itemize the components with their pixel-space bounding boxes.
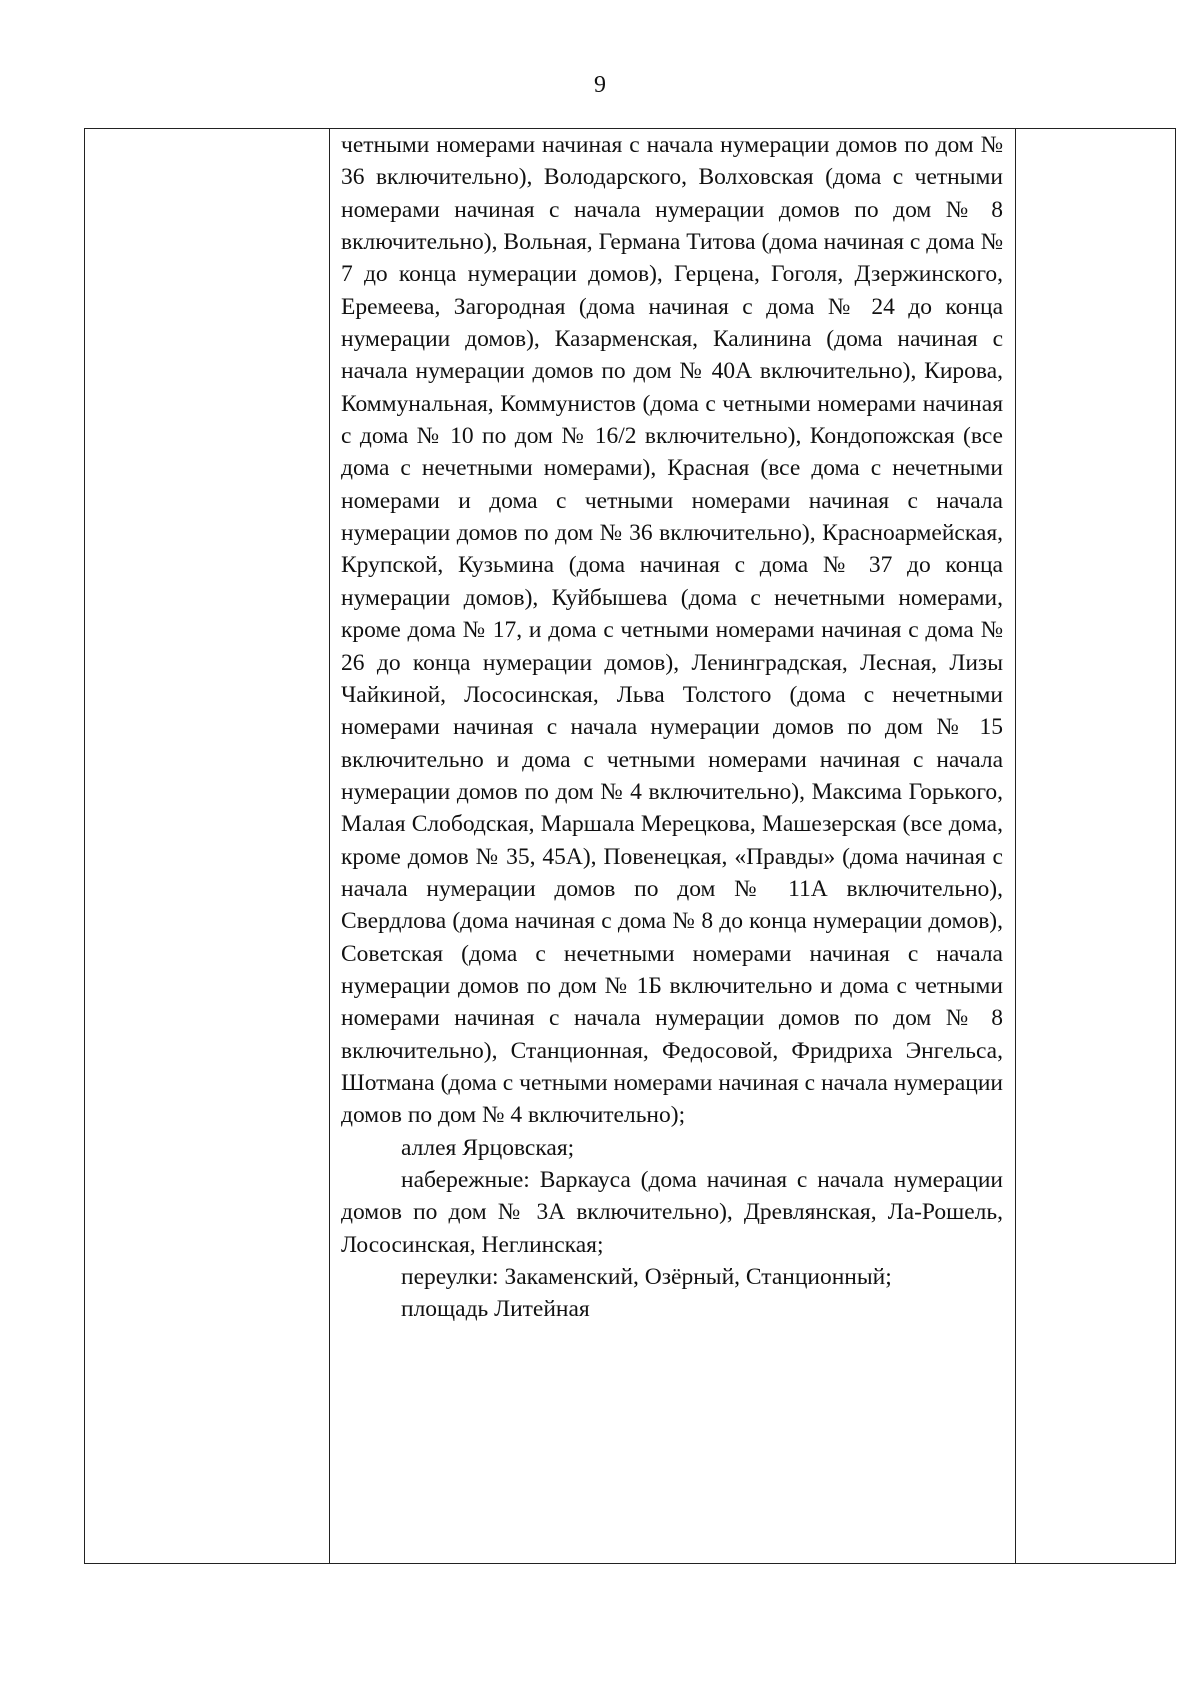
- alleys-paragraph: аллея Ярцовская;: [401, 1134, 575, 1161]
- embankments-paragraph: набережные: Варкауса (дома начиная с начала нумерации домов по дом № 3А включительно), Древлянская, Ла-Рошель, Лососинская, Неглинская;: [341, 1167, 1003, 1258]
- page-number: 9: [594, 72, 606, 98]
- table-cell-street-list: [341, 129, 1003, 1326]
- lanes-paragraph: переулки: Закаменский, Озёрный, Станционный;: [401, 1264, 892, 1291]
- table-column-divider-right: [1015, 129, 1016, 1563]
- streets-paragraph: четными номерами начиная с начала нумерации домов по дом № 36 включительно), Володарского, Волховская (дома с четными номерами начиная с начала нумерации домов по дом № 8 включительно), Вольная, Германа Титова (дома начиная с дома № 7 до конца нумерации домов), Герцена, Гоголя, Дзержинского, Еремеева, Загородная (дома начиная с дома № 24 до конца нумерации домов), Казарменская, Калинина (дома начиная с начала нумерации домов по дом № 40А включительно), Кирова, Коммунальная, Коммунистов (дома с четными номерами начиная с дома № 10 по дом № 16/2 включительно), Кондопожская (все дома с нечетными номерами), Красная (все дома с нечетными номерами и дома с четными номерами начиная с начала нумерации домов по дом № 36 включительно), Красноармейская, Крупской, Кузьмина (дома начиная с дома № 37 до конца нумерации домов), Куйбышева (дома с нечетными номерами, кроме дома № 17, и дома с четными номерами начиная с дома № 26 до конца нумерации домов), Ленинградская, Лесная, Лизы Чайкиной, Лососинская, Льва Толстого (дома с нечетными номерами начиная с начала нумерации домов по дом № 15 включительно и дома с четными номерами начиная с начала нумерации домов по дом № 4 включительно), Максима Горького, Малая Слободская, Маршала Мерецкова, Машезерская (все дома, кроме домов № 35, 45А), Повенецкая, «Правды» (дома начиная с начала нумерации домов по дом № 11А включительно), Свердлова (дома начиная с дома № 8 до конца нумерации домов), Советская (дома с нечетными номерами начиная с начала нумерации домов по дом № 1Б включительно и дома с четными номерами начиная с начала нумерации домов по дом № 8 включительно), Станционная, Федосовой, Фридриха Энгельса, Шотмана (дома с четными номерами начиная с начала нумерации домов по дом № 4 включительно);: [341, 132, 1003, 1129]
- address-table: [84, 128, 1176, 1564]
- table-column-divider-left: [329, 129, 330, 1563]
- square-paragraph: площадь Литейная: [401, 1296, 590, 1323]
